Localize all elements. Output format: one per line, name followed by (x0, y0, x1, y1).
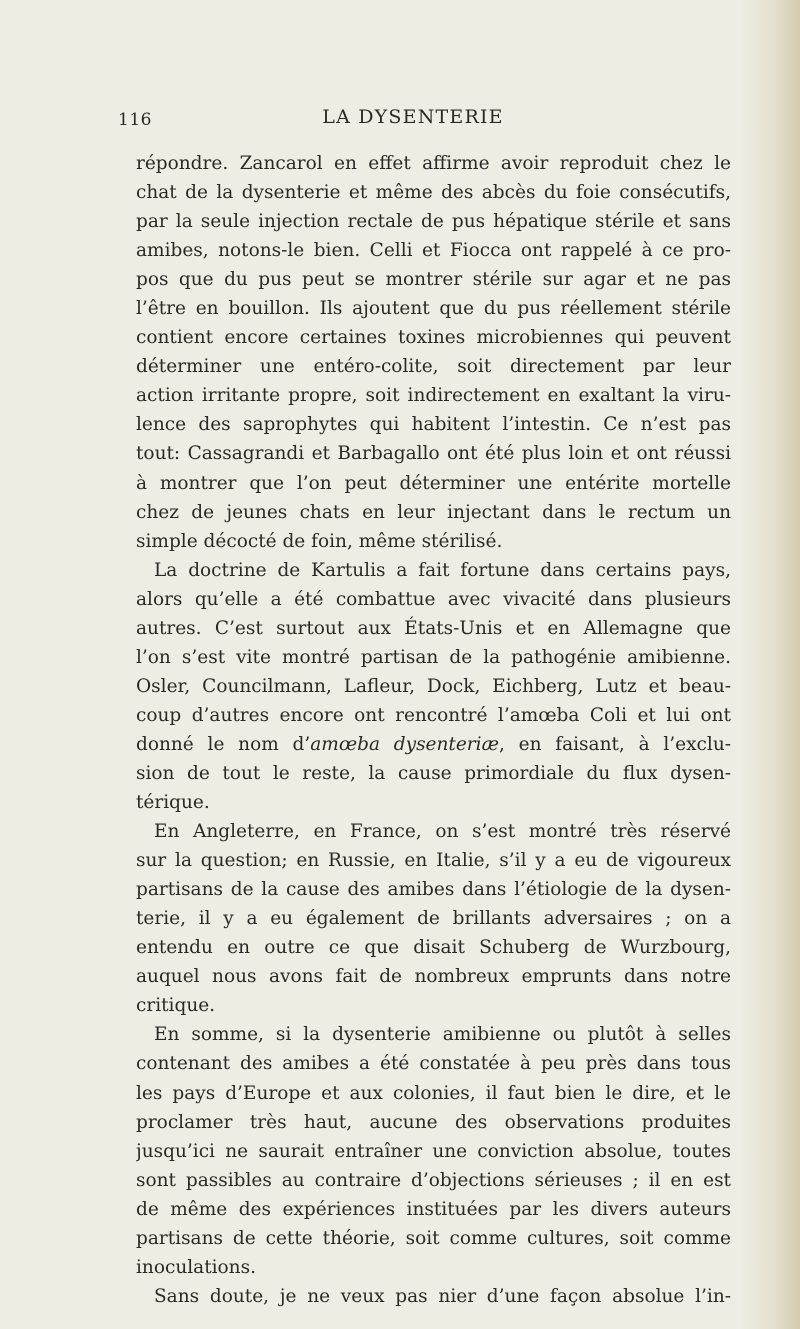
text-line: chat de la dysenterie et même des abcès du foie consécutifs, (136, 182, 731, 204)
text-line: terie, il y a eu également de brillants adversaires ; on a (136, 908, 731, 930)
text-line: action irritante propre, soit indirectement en exaltant la viru- (136, 385, 731, 407)
paragraph-start-line: En Angleterre, en France, on s’est montré très réservé (154, 821, 731, 843)
text-line: partisans de la cause des amibes dans l’étiologie de la dysen- (136, 879, 731, 901)
body-text (136, 149, 731, 1311)
text-line: sont passibles au contraire d’objections sérieuses ; il en est (136, 1169, 731, 1191)
paragraph-end-line: simple décocté de foin, même stérilisé. (136, 530, 503, 552)
text-line: tout: Cassagrandi et Barbagallo ont été plus loin et ont réussi (136, 443, 731, 465)
text-line: les pays d’Europe et aux colonies, il faut bien le dire, et le (136, 1082, 731, 1104)
paragraph-start-line: Sans doute, je ne veux pas nier d’une façon absolue l’in- (154, 1285, 731, 1307)
text-line: à montrer que l’on peut déterminer une entérite mortelle (136, 472, 731, 494)
text-line: contenant des amibes a été constatée à peu près dans tous (136, 1053, 731, 1075)
text-line: entendu en outre ce que disait Schuberg de Wurzbourg, (136, 937, 731, 959)
text-line: déterminer une entéro-colite, soit directement par leur (136, 356, 731, 378)
paragraph-end-line: inoculations. (136, 1256, 256, 1278)
page-number: 116 (118, 110, 152, 130)
text-line: répondre. Zancarol en effet affirme avoir reproduit chez le (136, 153, 731, 174)
text-line: pos que du pus peut se montrer stérile sur agar et ne pas (136, 269, 731, 291)
text-line: Osler, Councilmann, Lafleur, Dock, Eichberg, Lutz et beau- (136, 675, 731, 697)
text-line: sur la question; en Russie, en Italie, s’il y a eu de vigoureux (136, 850, 731, 872)
text-line: amibes, notons-le bien. Celli et Fiocca ont rappelé à ce pro- (136, 240, 731, 262)
text-line-italic-term (136, 730, 731, 759)
running-head: LA DYSENTERIE (322, 106, 504, 128)
text-line: de même des expériences instituées par les divers auteurs (136, 1198, 731, 1220)
text-line: sion de tout le reste, la cause primordiale du flux dysen- (136, 762, 731, 784)
text-line: proclamer très haut, aucune des observations produites (136, 1111, 731, 1133)
italic-term: amœba dysenteriæ (310, 733, 499, 755)
text-line: l’on s’est vite montré partisan de la pathogénie amibienne. (136, 646, 731, 668)
text-line: coup d’autres encore ont rencontré l’amœba Coli et lui ont (136, 704, 731, 726)
text-line: l’être en bouillon. Ils ajoutent que du pus réellement stérile (136, 298, 731, 320)
text-line: chez de jeunes chats en leur injectant dans le rectum un (136, 501, 731, 523)
text-line: partisans de cette théorie, soit comme cultures, soit comme (136, 1227, 731, 1249)
page-header (118, 106, 708, 132)
paragraph-start-line: En somme, si la dysenterie amibienne ou plutôt à selles (154, 1024, 731, 1046)
text-line: jusqu’ici ne saurait entraîner une conviction absolue, toutes (136, 1140, 731, 1162)
text-run: , en faisant, à l’exclu- (498, 733, 731, 755)
text-line: contient encore certaines toxines microbiennes qui peuvent (136, 327, 731, 349)
text-line: auquel nous avons fait de nombreux emprunts dans notre (136, 966, 731, 988)
paragraph-start-line: La doctrine de Kartulis a fait fortune dans certains pays, (154, 559, 731, 581)
text-line: autres. C’est surtout aux États-Unis et en Allemagne que (136, 617, 731, 639)
text-line: alors qu’elle a été combattue avec vivacité dans plusieurs (136, 588, 731, 610)
paragraph-end-line: térique. (136, 792, 210, 814)
paragraph-end-line: critique. (136, 995, 216, 1017)
text-line: lence des saprophytes qui habitent l’intestin. Ce n’est pas (136, 414, 731, 436)
page-edge-shading (740, 0, 800, 1329)
text-run: donné le nom d’ (136, 733, 311, 755)
text-line: par la seule injection rectale de pus hépatique stérile et sans (136, 211, 731, 233)
